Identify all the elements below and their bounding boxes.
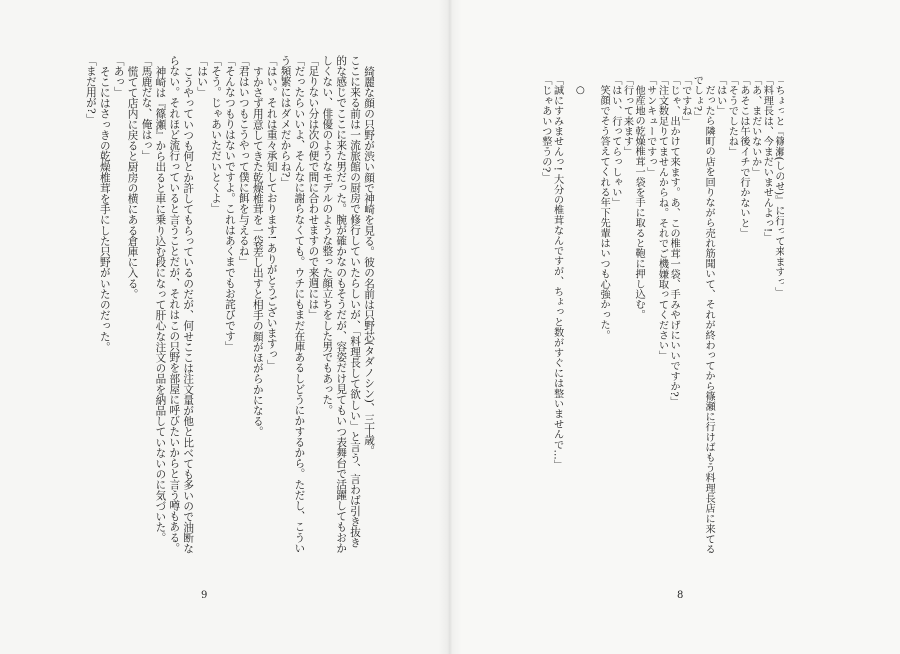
dialogue-line: 「そんなつもりはないですよ。これはあくまでもお詫びです」: [223, 55, 236, 352]
dialogue-line: 「ちょっと『篠瀬(しのせ)』に行って来ますっ」: [773, 75, 784, 298]
dialogue-line: 「足りない分は次の便で間に合わせますので来週には」: [307, 55, 320, 320]
dialogue-line: 「そう。じゃあいただいとくよ」: [210, 55, 223, 214]
dialogue-line: 「あ、まだいないか」: [749, 75, 761, 177]
dialogue-line: 「そうでしたね」: [726, 75, 738, 157]
text-line: そこにはさっきの乾燥椎茸を手にした只野がいたのだった。: [98, 65, 111, 352]
page-8: [450, 0, 900, 654]
page-number: 9: [201, 590, 208, 601]
dialogue-line: 「サンキューですっ」: [644, 75, 656, 177]
dialogue-line: 「ですね」: [679, 75, 691, 126]
dialogue-line: 「君はいつもこうやって僕に餌を与えるね」: [237, 55, 250, 267]
dialogue-line: 「注文数足りてませんからね。それでご機嫌取ってください」: [656, 75, 668, 361]
dialogue-line: 「じゃ、出かけて来ます。あ、この椎茸一袋、手みやげにいいですか?」: [668, 75, 680, 407]
blank-line: [563, 75, 575, 565]
text-line: う頻繁にはダメだからね?」: [279, 55, 292, 188]
text-line: らない。それほど流行っていると言うことだが、それはこの只野を部屋に呼びたいからと言う噂もある。: [168, 55, 181, 554]
blank-line: [586, 75, 598, 565]
text-line: だったら隣町の店を回りながら売れ筋聞いて、それが終わってから篠瀬に行けばもう料理長店に来てる: [703, 85, 715, 555]
dialogue-line: 「はい」: [196, 55, 209, 98]
dialogue-line: 「まだ用が?」: [84, 55, 97, 125]
text-line: こうやっていつも何とか許してもらっているのだが、何せここは注文量が他と比べても多いので油断な: [182, 65, 195, 554]
text-line: 他産地の乾燥椎茸一袋を手に取ると鞄に押し込む。: [633, 85, 645, 320]
dialogue-line: 「はい。それは重々承知しております! ありがとうございますっ」: [265, 55, 278, 371]
text-line: でしょ?」: [691, 75, 703, 122]
text-line: しくない、俳優のようなモデルのような整った顔立ちをした男でもあった。: [321, 55, 334, 416]
dialogue-line: 「だったらいいよ、そんなに謝らなくても。ウチにもまだ在庫あるしどうにかするから。ただし、こうい: [293, 55, 306, 554]
dialogue-line: 「あそこは午後イチで行かないと」: [738, 75, 750, 239]
text-line: ここに来る前は一流旅館の厨房で修行していたらしいが、「料理長して欲しい」と言う、言わば引き抜き: [349, 55, 362, 548]
dialogue-line: 「はい、行ってらっしゃい」: [609, 75, 621, 208]
dialogue-line: 「じゃあいつ整うの?」: [539, 75, 551, 183]
dialogue-line: 「行って来ます」: [621, 75, 633, 157]
dialogue-line: 「はい」: [714, 75, 726, 116]
section-break-mark: ○: [574, 85, 586, 97]
dialogue-line: 「馬鹿だな、俺はっ」: [140, 55, 153, 161]
dialogue-line: 「あっ」: [112, 55, 125, 98]
text-line: 神崎は『篠瀬』から出ると車に乗り込む段になって肝心な注文の品を納品していないのに気づいた。: [154, 65, 167, 543]
page-9-text: [83, 55, 375, 565]
page-8-text: [539, 75, 784, 565]
text-line: 的な感じでここに来た男だった。腕が確かなのもそうだが、容姿だけ見てもいつ表舞台で活躍してもおか: [335, 55, 348, 554]
gutter-shadow: [438, 0, 462, 654]
text-line: 綺麗な顔の只野が渋い顔で神崎を見る。彼の名前は只野芯(タダノシン)、三十歳。: [363, 65, 375, 456]
text-line: 慌てて店内に戻ると厨房の横にある倉庫に入る。: [126, 65, 139, 299]
page-number: 8: [677, 590, 684, 601]
text-line: 笑顔でそう答えてくれる年下先輩はいつも心強かった。: [598, 85, 610, 341]
dialogue-line: 「誠にすみませんっ! 大分の椎茸なんですが、ちょっと数がすぐには整いませんで…」: [551, 75, 563, 470]
text-line: すかさず用意してきた乾燥椎茸を一袋差し出すと相手の顔がほがらかになる。: [251, 65, 264, 437]
dialogue-line: 「料理長は、今まだいませんよっ!」: [761, 75, 773, 243]
